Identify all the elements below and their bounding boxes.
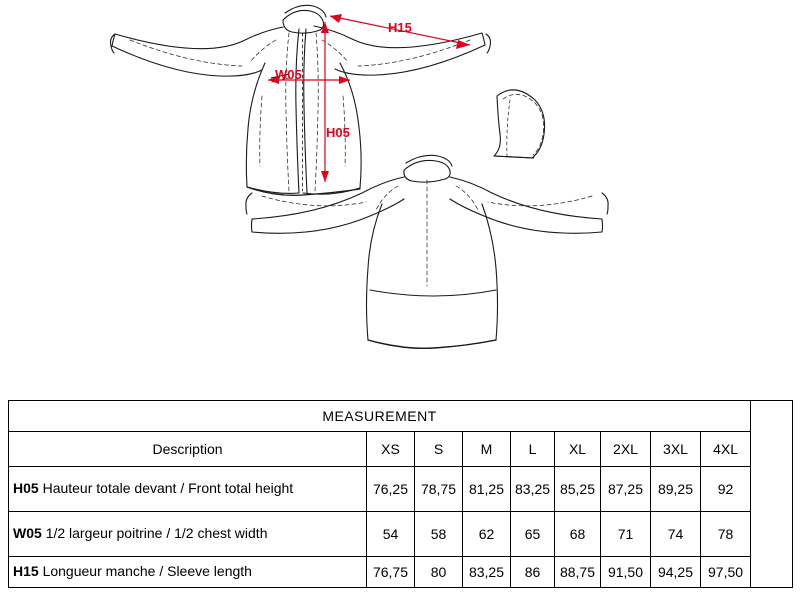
spacer-cell <box>751 512 793 557</box>
row-code-w05: W05 <box>13 525 42 542</box>
cell-w05-m: 62 <box>463 512 511 557</box>
column-header-s: S <box>415 432 463 467</box>
column-header-m: M <box>463 432 511 467</box>
cell-h05-l: 83,25 <box>511 467 555 512</box>
spacer-cell <box>751 401 793 432</box>
front-view-jacket <box>111 5 491 195</box>
cell-h05-2xl: 87,25 <box>601 467 651 512</box>
column-header-description: Description <box>9 432 367 467</box>
cell-w05-xl: 68 <box>555 512 601 557</box>
h05-label: H05 <box>326 125 350 140</box>
cell-h15-xs: 76,75 <box>367 557 415 588</box>
column-header-2xl: 2XL <box>601 432 651 467</box>
column-header-xl: XL <box>555 432 601 467</box>
cell-h15-s: 80 <box>415 557 463 588</box>
cell-h05-xs: 76,25 <box>367 467 415 512</box>
cell-w05-2xl: 71 <box>601 512 651 557</box>
row-description-w05 <box>9 512 367 557</box>
cell-h15-4xl: 97,50 <box>701 557 751 588</box>
row-text-w05: 1/2 largeur poitrine / 1/2 chest width <box>45 525 268 542</box>
hood-detail <box>494 90 545 158</box>
column-header-3xl: 3XL <box>651 432 701 467</box>
row-text-h15: Longueur manche / Sleeve length <box>42 563 252 580</box>
row-description-h05 <box>9 467 367 512</box>
cell-w05-xs: 54 <box>367 512 415 557</box>
spacer-cell <box>751 467 793 512</box>
table-header-row <box>9 432 793 467</box>
cell-w05-4xl: 78 <box>701 512 751 557</box>
cell-h15-3xl: 94,25 <box>651 557 701 588</box>
cell-w05-3xl: 74 <box>651 512 701 557</box>
table-row <box>9 467 793 512</box>
h15-label: H15 <box>388 20 412 35</box>
cell-h05-xl: 85,25 <box>555 467 601 512</box>
measurement-table-wrap <box>8 400 792 588</box>
table-row <box>9 512 793 557</box>
cell-h05-m: 81,25 <box>463 467 511 512</box>
w05-label: W05 <box>275 67 302 82</box>
cell-h05-s: 78,75 <box>415 467 463 512</box>
column-header-4xl: 4XL <box>701 432 751 467</box>
back-view-jacket <box>246 155 608 348</box>
table-title: MEASUREMENT <box>9 401 751 432</box>
row-code-h15: H15 <box>13 563 39 580</box>
measurement-table <box>8 400 793 588</box>
cell-w05-l: 65 <box>511 512 555 557</box>
cell-h15-l: 86 <box>511 557 555 588</box>
column-header-xs: XS <box>367 432 415 467</box>
cell-h15-xl: 88,75 <box>555 557 601 588</box>
spacer-cell <box>751 432 793 467</box>
cell-h15-m: 83,25 <box>463 557 511 588</box>
cell-h05-4xl: 92 <box>701 467 751 512</box>
row-text-h05: Hauteur totale devant / Front total height <box>42 480 294 497</box>
cell-h05-3xl: 89,25 <box>651 467 701 512</box>
row-description-h15 <box>9 557 367 588</box>
cell-h15-2xl: 91,50 <box>601 557 651 588</box>
column-header-l: L <box>511 432 555 467</box>
row-code-h05: H05 <box>13 480 39 497</box>
spacer-cell <box>751 557 793 588</box>
cell-w05-s: 58 <box>415 512 463 557</box>
table-row <box>9 557 793 588</box>
table-title-row <box>9 401 793 432</box>
